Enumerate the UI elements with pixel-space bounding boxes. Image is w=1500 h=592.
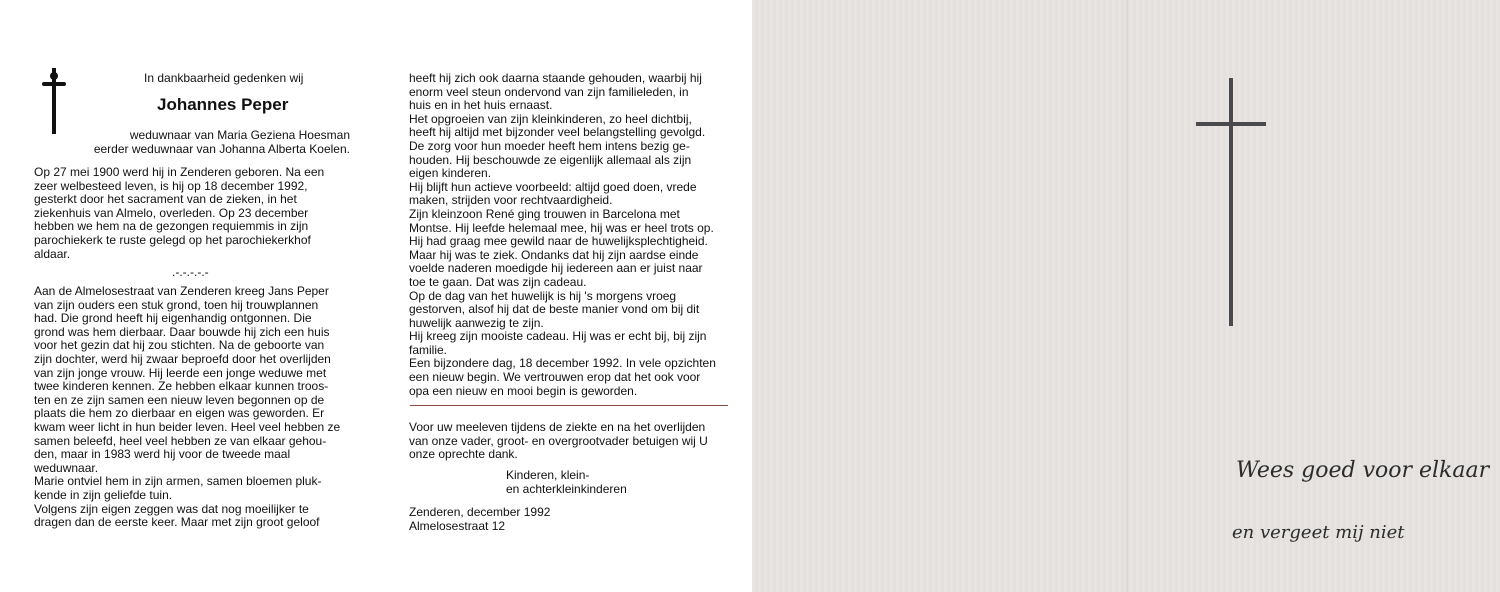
text-line: gestorven, alsof hij dat de beste manier vond om bij dit xyxy=(409,302,700,317)
right-page xyxy=(752,0,1500,592)
text-line: hebben we hem na de gezongen requiemmis in zijn xyxy=(34,219,309,234)
text-line: dragen dan de eerste keer. Maar met zijn groot geloof xyxy=(34,515,320,530)
text-line: kwam weer licht in hun beider leven. Heel veel hebben ze xyxy=(34,419,341,434)
text-line: Hij blijft hun actieve voorbeeld: altijd goed doen, vrede xyxy=(409,179,697,194)
text-line: samen beleefd, heel veel hebben ze van elkaar gehou- xyxy=(34,433,327,448)
text-line: Hij had graag mee gewild naar de huwelijksplechtigheid. xyxy=(409,234,708,249)
text-line: gesterkt door het sacrament van de zieken, in het xyxy=(34,192,297,207)
text-line: parochiekerk te ruste gelegd op het parochiekerkhof xyxy=(34,232,311,247)
text-line: Almelosestraat 12 xyxy=(409,518,506,533)
text-line: een nieuw begin. We vertrouwen erop dat het ook voor xyxy=(409,370,701,385)
text-line: grond was hem dierbaar. Daar bouwde hij zich een huis xyxy=(34,324,330,339)
text-line: opa een nieuw en mooi begin is geworden. xyxy=(409,383,638,398)
text-line: voor het gezin dat hij zou stichten. Na de geboorte van xyxy=(34,338,325,353)
text-line: toe te gaan. Dat was zijn cadeau. xyxy=(409,274,587,289)
text-line: Voor uw meeleven tijdens de ziekte en na het overlijden xyxy=(409,420,706,434)
text-line: Hij kreeg zijn mooiste cadeau. Hij was er echt bij, bij zijn xyxy=(409,329,707,344)
widow-line: eerder weduwnaar van Johanna Alberta Koelen. xyxy=(93,141,350,156)
text-line: eigen kinderen. xyxy=(409,166,492,181)
fold-line xyxy=(1126,0,1128,592)
cross-icon xyxy=(42,68,66,134)
text-line: enorm veel steun ondervond van zijn familieleden, in xyxy=(409,84,689,99)
text-line: van onze vader, groot- en overgrootvader betuigen wij U xyxy=(409,433,708,448)
text-line: den, maar in 1983 werd hij voor de tweede maal xyxy=(34,447,291,462)
story-paragraph-right xyxy=(409,72,739,398)
text-line: twee kinderen kennen. Ze hebben elkaar kunnen troos- xyxy=(34,379,329,394)
text-line: Aan de Almelosestraat van Zenderen kreeg Jans Peper xyxy=(34,284,329,298)
widow-lines xyxy=(60,129,350,156)
text-line: Zijn kleinzoon René ging trouwen in Barcelona met xyxy=(409,206,680,221)
signature xyxy=(506,469,726,496)
text-line: Marie ontviel hem in zijn armen, samen bloemen pluk- xyxy=(34,474,322,489)
text-line: De zorg voor hun moeder heeft hem intens bezig ge- xyxy=(409,138,690,153)
address xyxy=(409,506,629,533)
text-line: plaats die hem zo dierbaar en eigen was geworden. Er xyxy=(34,406,325,421)
heading: In dankbaarheid gedenken wij xyxy=(144,71,304,85)
text-line: Op 27 mei 1900 werd hij in Zenderen geboren. Na een xyxy=(34,165,325,179)
deceased-name: Johannes Peper xyxy=(157,95,289,114)
thanks-paragraph xyxy=(409,421,739,462)
text-line: kende in zijn geliefde tuin. xyxy=(34,487,173,502)
text-line: houden. Hij beschouwde ze eigenlijk allemaal als zijn xyxy=(409,152,692,167)
text-line: ten en ze zijn samen een nieuw leven begonnen op de xyxy=(34,392,325,407)
text-line: onze oprechte dank. xyxy=(409,447,518,462)
text-line: van zijn jonge vrouw. Hij leerde een jonge weduwe met xyxy=(34,365,327,380)
text-line: Op de dag van het huwelijk is hij 's morgens vroeg xyxy=(409,288,677,303)
closing-line-1: Wees goed voor elkaar xyxy=(1236,458,1490,483)
cross-icon-bar xyxy=(1196,122,1266,126)
text-line: weduwnaar. xyxy=(34,460,99,475)
text-line: aldaar. xyxy=(34,246,71,261)
text-line: zijn dochter, werd hij zwaar beproefd door het overlijden xyxy=(34,351,331,366)
divider xyxy=(410,405,728,406)
text-line: Maar hij was te ziek. Ondanks dat hij zijn aardse einde xyxy=(409,247,699,262)
cross-icon xyxy=(1229,78,1233,326)
text-line: voelde naderen moedigde hij iedereen aan er juist naar xyxy=(409,261,703,276)
closing-line-2: en vergeet mij niet xyxy=(1232,522,1405,543)
text-line: Volgens zijn eigen zeggen was dat nog moeilijker te xyxy=(34,501,309,516)
intro-paragraph xyxy=(34,166,354,261)
text-line: had. Die grond heeft hij eigenhandig ontgonnen. Die xyxy=(34,311,312,326)
text-line: Zenderen, december 1992 xyxy=(409,505,551,519)
text-line: Montse. Hij leefde helemaal mee, hij was er heel trots op. xyxy=(409,220,714,235)
text-line: heeft hij altijd met bijzonder veel belangstelling gevolgd. xyxy=(409,125,706,140)
text-line: heeft hij zich ook daarna staande gehouden, waarbij hij xyxy=(409,71,702,85)
text-line: huis en in het huis ernaast. xyxy=(409,98,553,113)
text-line: Een bijzondere dag, 18 december 1992. In vele opzichten xyxy=(409,356,716,371)
widow-line: weduwnaar van Maria Geziena Hoesman xyxy=(129,128,350,142)
text-line: Kinderen, klein- xyxy=(506,468,590,482)
text-line: Het opgroeien van zijn kleinkinderen, zo heel dichtbij, xyxy=(409,111,692,126)
text-line: van zijn ouders een stuk grond, toen hij trouwplannen xyxy=(34,297,319,312)
separator: .-.-.-.-.- xyxy=(172,265,209,279)
text-line: familie. xyxy=(409,342,448,357)
story-paragraph-left xyxy=(34,285,354,530)
text-line: ziekenhuis van Almelo, overleden. Op 23 december xyxy=(34,205,309,220)
text-line: zeer welbesteed leven, is hij op 18 december 1992, xyxy=(34,178,308,193)
text-line: en achterkleinkinderen xyxy=(506,481,627,496)
text-line: huwelijk aanwezig te zijn. xyxy=(409,315,544,330)
text-line: maken, strijden voor rechtvaardigheid. xyxy=(409,193,613,208)
